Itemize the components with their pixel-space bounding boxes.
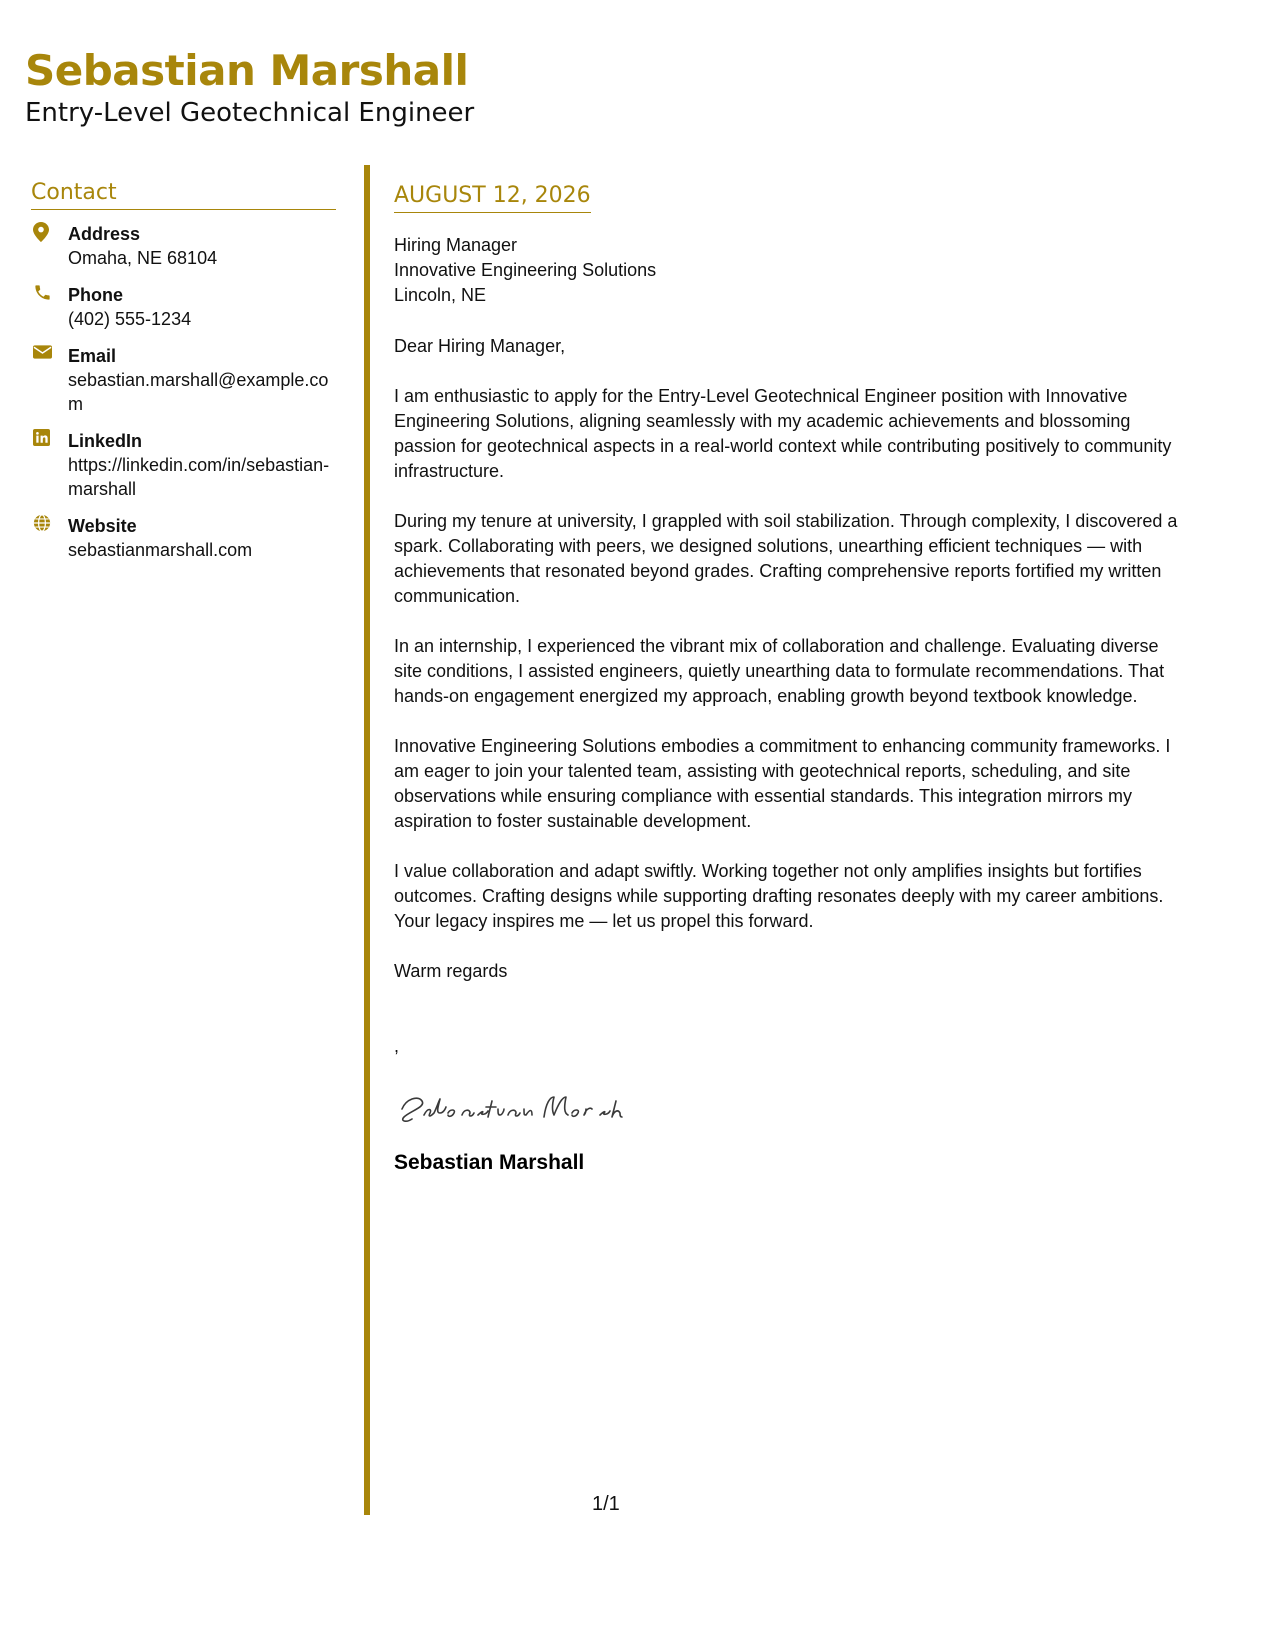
recipient-title: Hiring Manager [394,235,518,255]
contact-website [31,514,336,562]
contact-label: Website [68,516,137,536]
recipient-company: Innovative Engineering Solutions [394,260,657,280]
contact-sidebar [31,180,336,575]
recipient-location: Lincoln, NE [394,285,487,305]
signed-name: Sebastian Marshall [394,1151,585,1174]
handwritten-signature [394,1079,644,1129]
contact-label: Address [68,224,141,244]
closing: Warm regards [394,961,508,981]
contact-linkedin [31,429,336,501]
globe-icon [33,514,51,534]
contact-value: Omaha, NE 68104 [68,248,218,268]
applicant-headline: Entry-Level Geotechnical Engineer [25,98,475,128]
letter-date: AUGUST 12, 2026 [394,183,591,213]
contact-label: LinkedIn [68,431,143,451]
letter-paragraph: I am enthusiastic to apply for the Entry-Level Geotechnical Engineer position with Innovative Engineering Solutions, aligning seamlessly with my academic achievements and blossoming passion for geotechnical aspects in a real-world context while contributing positively to community infrastructure. [394,386,1172,481]
contact-value[interactable]: sebastian.marshall@example.com [68,370,329,414]
contact-value[interactable]: sebastianmarshall.com [68,540,253,560]
contact-label: Email [68,346,117,366]
letter-paragraph: Innovative Engineering Solutions embodies a commitment to enhancing community frameworks. I am eager to join your talented team, assisting with geotechnical reports, scheduling, and site observations while ensuring compliance with essential standards. This integration mirrors my aspiration to foster sustainable development. [394,736,1171,831]
contact-value[interactable]: https://linkedin.com/in/sebastian-marshall [68,455,330,499]
vertical-divider [364,165,370,1515]
map-pin-icon [33,222,51,242]
contact-phone [31,283,336,331]
letter-paragraph: In an internship, I experienced the vibrant mix of collaboration and challenge. Evaluating diverse site conditions, I assisted engineers, quietly unearthing data to formulate recommendations. That hands-on engagement energized my approach, enabling growth beyond textbook knowledge. [394,636,1165,706]
contact-label: Phone [68,285,124,305]
letter-body [394,183,1189,1175]
recipient-block [394,233,1189,308]
contact-address [31,222,336,270]
contact-email [31,344,336,416]
contact-heading: Contact [31,180,336,210]
letter-paragraph: During my tenure at university, I grappled with soil stabilization. Through complexity, I discovered a spark. Collaborating with peers, we designed solutions, unearthing efficient techniques — with achievements that resonated beyond grades. Crafting comprehensive reports fortified my written communication. [394,511,1178,606]
applicant-name: Sebastian Marshall [25,46,469,95]
phone-icon [33,283,51,303]
envelope-icon [33,344,51,364]
contact-value: (402) 555-1234 [68,309,192,329]
closing-comma: , [394,1036,400,1056]
linkedin-icon [33,429,51,449]
page-number: 1/1 [592,1493,620,1515]
salutation: Dear Hiring Manager, [394,336,566,356]
letter-paragraph: I value collaboration and adapt swiftly. Working together not only amplifies insights but fortifies outcomes. Crafting designs while supporting drafting resonates deeply with my career ambitions. Your legacy inspires me — let us propel this forward. [394,861,1164,931]
